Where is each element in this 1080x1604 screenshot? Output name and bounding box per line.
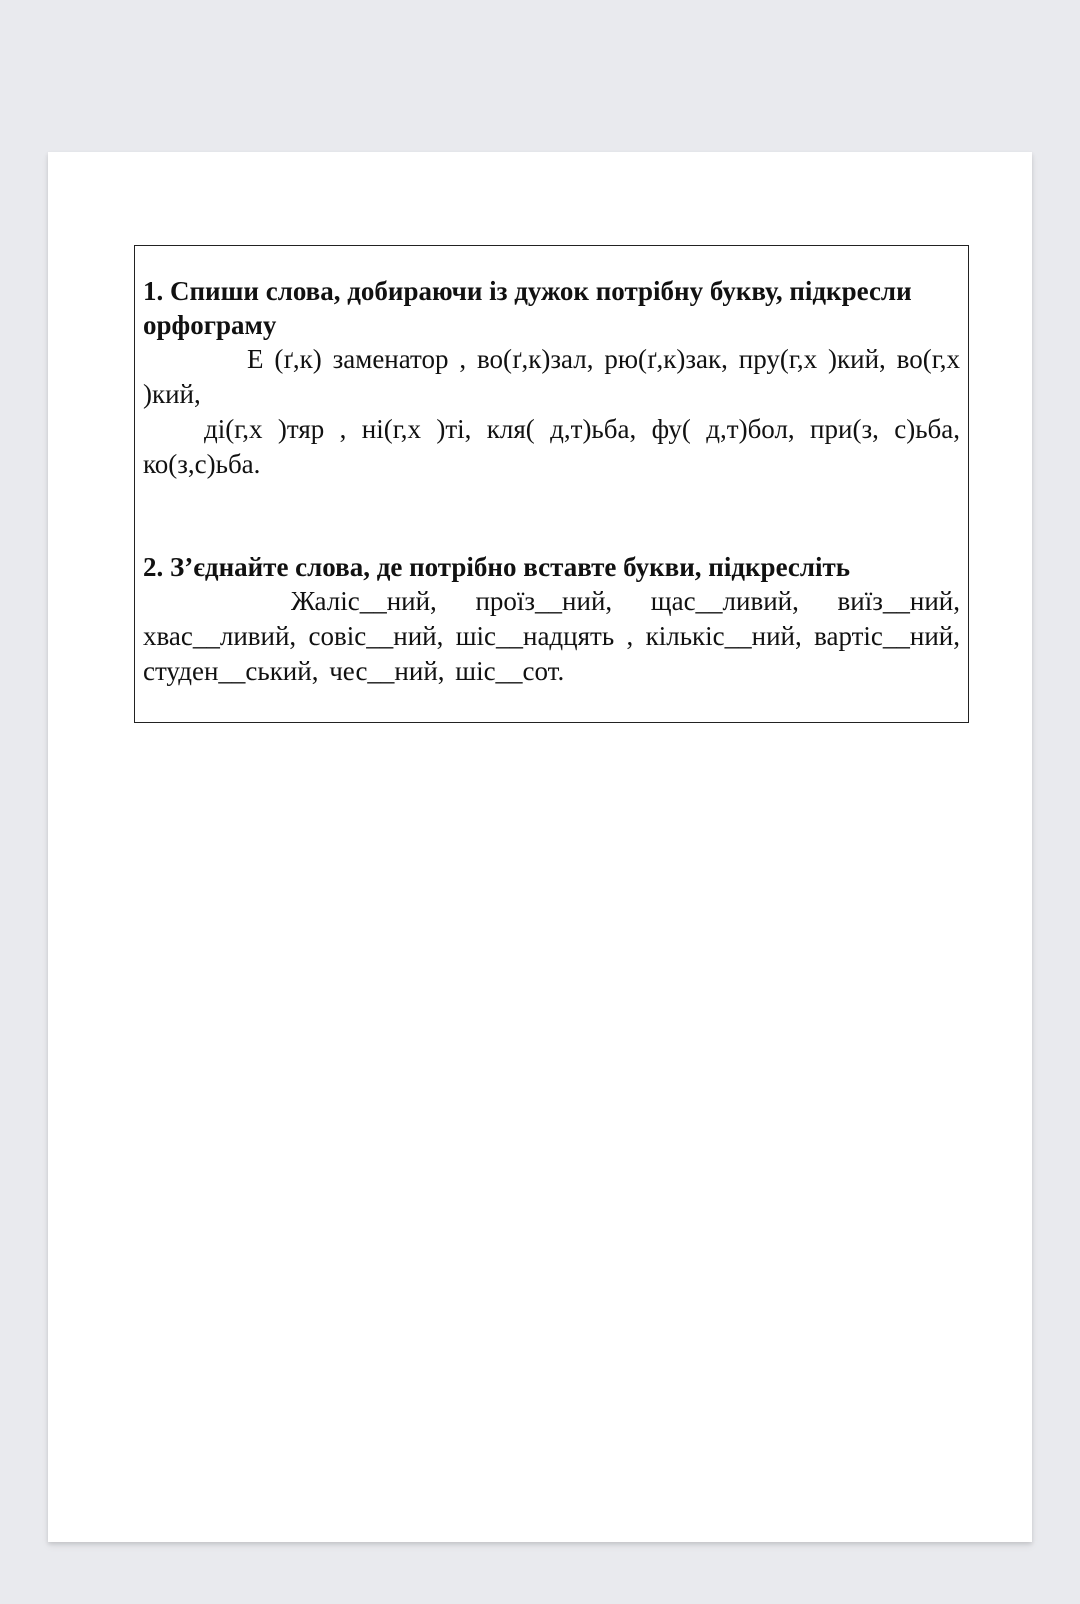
document-page <box>48 152 1032 1542</box>
task-1-paragraph-2: ді(г,х )тяр , ні(г,х )ті, кля( д,т)ьба, фу( д,т)бол, при(з, с)ьба, ко(з,с)ьба. <box>143 414 960 479</box>
task-1-title: 1. Спиши слова, добираючи із дужок потрібну букву, підкресли орфограму <box>143 276 912 340</box>
task-2-paragraph: Жаліс__ний, проїз__ний, щас__ливий, виїз__ний, хвас__ливий, совіс__ний, шіс__надцять , кількіс__ний, вартіс__ний, студен__ський, чес__ний, шіс__сот. <box>143 586 960 686</box>
task-2-title: 2. З’єднайте слова, де потрібно вставте букви, підкресліть <box>143 552 851 582</box>
task-1-paragraph-1: Е (ґ,к) заменатор , во(ґ,к)зал, рю(ґ,к)зак, пру(г,х )кий, во(г,х )кий, <box>143 344 960 409</box>
exercise-box <box>134 245 969 723</box>
task-1 <box>143 274 960 482</box>
task-2 <box>143 550 960 689</box>
